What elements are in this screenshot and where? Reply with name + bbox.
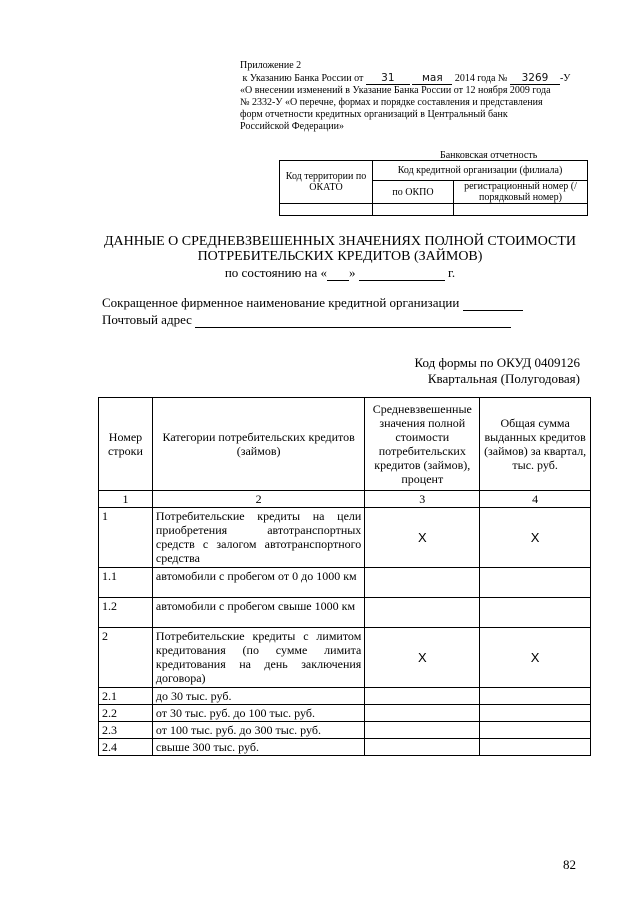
row-value-cell[interactable]	[365, 688, 480, 705]
row-number: 1	[99, 508, 153, 568]
row-category: от 30 тыс. руб. до 100 тыс. руб.	[152, 705, 364, 722]
annex-number: 3269	[510, 72, 560, 85]
row-value-cell[interactable]	[365, 705, 480, 722]
table-row	[99, 628, 591, 688]
status-day-field[interactable]	[327, 268, 349, 281]
org-name-label: Сокращенное фирменное наименование кредитной организации	[102, 295, 460, 310]
status-date-line: по состоянию на « » г.	[224, 265, 456, 280]
row-value-cell[interactable]	[365, 568, 480, 598]
row-number: 2.3	[99, 722, 153, 739]
row-amount-cell[interactable]	[480, 722, 591, 739]
row-value-cell[interactable]	[365, 739, 480, 756]
annex-month: мая	[412, 72, 452, 85]
header-row-number: Номер строки	[99, 398, 153, 491]
table-row	[99, 508, 591, 568]
address-line	[102, 312, 511, 328]
col-number: 4	[480, 491, 591, 508]
row-category: до 30 тыс. руб.	[152, 688, 364, 705]
row-number: 2.1	[99, 688, 153, 705]
row-amount-cell[interactable]	[480, 568, 591, 598]
row-amount-cell[interactable]	[480, 739, 591, 756]
row-number: 2.4	[99, 739, 153, 756]
annex-day: 31	[366, 72, 410, 85]
row-category: автомобили с пробегом свыше 1000 км	[152, 598, 364, 628]
table-row	[99, 598, 591, 628]
col-number: 2	[152, 491, 364, 508]
row-category: от 100 тыс. руб. до 300 тыс. руб.	[152, 722, 364, 739]
row-amount-cell[interactable]	[480, 705, 591, 722]
row-number: 1.1	[99, 568, 153, 598]
reg-number-cell[interactable]	[454, 204, 588, 216]
document-title: ДАННЫЕ О СРЕДНЕВЗВЕШЕННЫХ ЗНАЧЕНИЯХ ПОЛНОЙ СТОИМОСТИ ПОТРЕБИТЕЛЬСКИХ КРЕДИТОВ (ЗАЙМОВ)	[103, 234, 577, 264]
okpo-header: по ОКПО	[373, 181, 454, 204]
annex-header: Приложение 2 к Указанию Банка России от 31 мая 2014 года № 3269 -У «О внесении изменений в Указание Банка России от 12 ноября 2009 года № 2332-У «О перечне, формах и порядке составления и представления форм отчетности кредитных организаций в Центральный банк Российской Федерации»	[240, 60, 585, 133]
annex-title: Приложение 2	[240, 60, 302, 71]
page-number: 82	[563, 857, 576, 872]
org-name-line	[102, 295, 523, 311]
row-category: Потребительские кредиты на цели приобретения автотранспортных средств с залогом автотранспортного средства	[152, 508, 364, 568]
header-weighted-value: Средневзвешенные значения полной стоимости потребительских кредитов (займов), процент	[365, 398, 480, 491]
codes-table	[279, 160, 588, 216]
row-number: 2	[99, 628, 153, 688]
row-number: 1.2	[99, 598, 153, 628]
reporting-period: Квартальная (Полугодовая)	[427, 371, 580, 386]
row-amount-cell[interactable]	[480, 688, 591, 705]
form-code-block	[300, 355, 580, 387]
org-name-field[interactable]	[463, 298, 523, 311]
bank-reporting-label: Банковская отчетность	[440, 150, 538, 161]
row-value-cell: X	[365, 628, 480, 688]
row-number: 2.2	[99, 705, 153, 722]
row-value-cell[interactable]	[365, 722, 480, 739]
row-category: Потребительские кредиты с лимитом кредитования (по сумме лимита кредитования на день заключения договора)	[152, 628, 364, 688]
row-value-cell[interactable]	[365, 598, 480, 628]
address-label: Почтовый адрес	[102, 312, 192, 327]
row-amount-cell: X	[480, 508, 591, 568]
table-row	[99, 688, 591, 705]
row-amount-cell: X	[480, 628, 591, 688]
okpo-cell[interactable]	[373, 204, 454, 216]
row-amount-cell[interactable]	[480, 598, 591, 628]
table-row	[99, 722, 591, 739]
table-row	[99, 705, 591, 722]
reg-number-header: регистрационный номер (/порядковый номер)	[454, 181, 588, 204]
credit-org-code-header: Код кредитной организации (филиала)	[373, 161, 588, 181]
table-row	[99, 568, 591, 598]
annex-reference-line: к Указанию Банка России от 31 мая 2014 года № 3269 -У	[242, 72, 571, 84]
territory-code-cell[interactable]	[280, 204, 373, 216]
row-category: свыше 300 тыс. руб.	[152, 739, 364, 756]
okud-code: Код формы по ОКУД 0409126	[414, 355, 580, 370]
col-number: 3	[365, 491, 480, 508]
status-month-field[interactable]	[359, 268, 445, 281]
header-total-amount: Общая сумма выданных кредитов (займов) за квартал, тыс. руб.	[480, 398, 591, 491]
col-number: 1	[99, 491, 153, 508]
main-table	[98, 397, 591, 756]
table-row	[99, 739, 591, 756]
address-field[interactable]	[195, 315, 511, 328]
row-value-cell: X	[365, 508, 480, 568]
territory-code-header: Код территории по ОКАТО	[280, 161, 373, 204]
header-category: Категории потребительских кредитов (займов)	[152, 398, 364, 491]
row-category: автомобили с пробегом от 0 до 1000 км	[152, 568, 364, 598]
